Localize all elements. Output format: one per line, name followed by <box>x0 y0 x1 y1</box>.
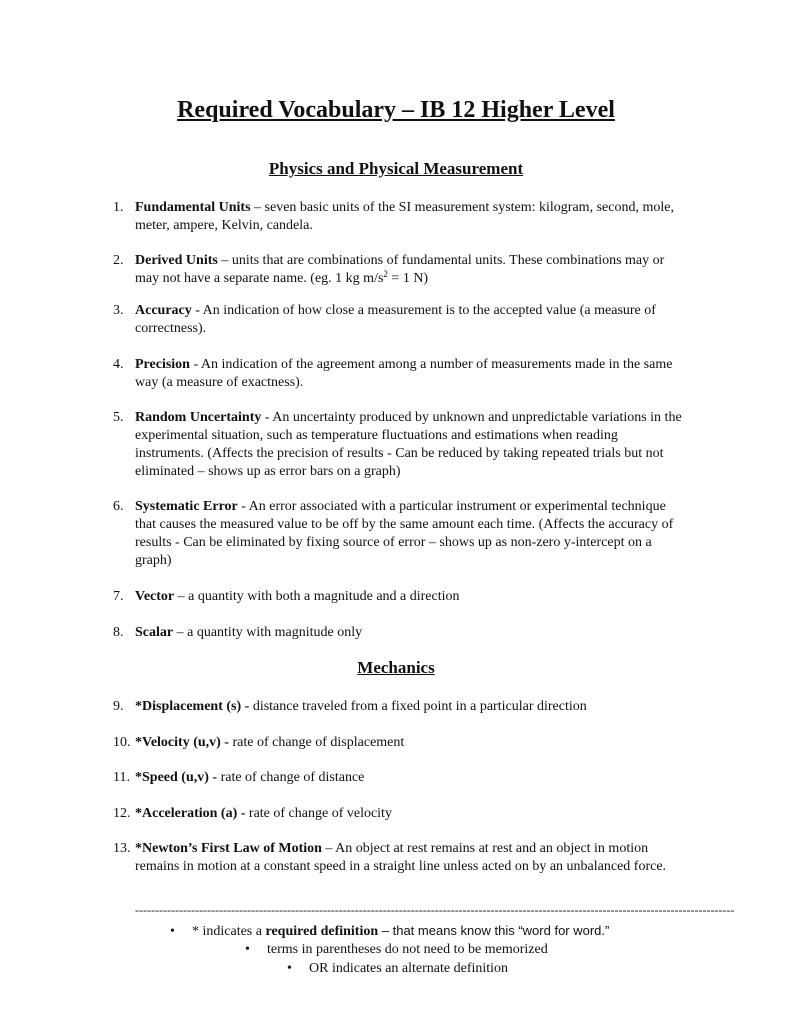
item-definition: rate of change of displacement <box>232 735 405 750</box>
footnote-text: * indicates a <box>192 924 266 939</box>
item-definition: An error associated with a particular instrument or experimental technique that causes the measured value to be off by the same amount each time. (Affects the accuracy of results - Can be eliminated by fixing source of error – shows up as non-zero y-intercept on a graph) <box>135 499 674 568</box>
item-number: 1. <box>113 200 124 215</box>
item-number: 11. <box>113 770 130 785</box>
item-separator: - <box>191 303 203 318</box>
item-term: Systematic Error <box>135 499 238 514</box>
vocab-item <box>113 588 683 606</box>
item-number: 6. <box>113 499 124 514</box>
item-term: Accuracy <box>135 303 192 318</box>
item-term: Vector <box>135 589 175 604</box>
vocab-item <box>113 498 683 570</box>
vocab-item <box>113 624 683 642</box>
item-number: 10. <box>113 735 131 750</box>
vocab-item <box>113 698 683 716</box>
vocab-item <box>113 805 683 823</box>
item-definition: seven basic units of the SI measurement system: kilogram, second, mole, meter, ampere, Kelvin, candela. <box>135 200 674 233</box>
item-number: 8. <box>113 625 124 640</box>
item-separator: - <box>261 410 273 425</box>
item-term: *Speed (u,v) - <box>135 770 218 785</box>
item-number: 13. <box>113 841 131 856</box>
section-heading-physics: Physics and Physical Measurement <box>268 159 524 178</box>
item-definition-end: = 1 N) <box>387 271 429 286</box>
vocab-item <box>113 409 683 481</box>
vocab-item <box>113 199 683 235</box>
item-term: *Velocity (u,v) - <box>135 735 229 750</box>
item-separator: - <box>189 357 201 372</box>
item-superscript: 2 <box>383 269 388 279</box>
vocab-item <box>113 302 683 338</box>
footnote-text: OR indicates an alternate definition <box>309 961 509 976</box>
footnote-text: terms in parentheses do not need to be memorized <box>267 942 548 957</box>
item-number: 12. <box>113 806 131 821</box>
item-number: 4. <box>113 357 124 372</box>
item-separator: – <box>321 841 336 856</box>
bullet-icon: • <box>170 924 175 939</box>
item-definition: distance traveled from a fixed point in a particular direction <box>252 699 587 714</box>
bullet-icon: • <box>245 942 250 957</box>
section-heading-mechanics: Mechanics <box>357 658 435 677</box>
vocab-item <box>113 252 683 288</box>
item-definition: An object at rest remains at rest and an object in motion remains in motion at a constant speed in a straight line unless acted on by an unbalanced force. <box>135 841 667 874</box>
item-definition: An indication of how close a measurement is to the accepted value (a measure of correctness). <box>135 303 656 336</box>
bullet-icon: • <box>287 961 292 976</box>
item-definition: units that are combinations of fundamental units. These combinations may or may not have a separate name. (eg. 1 kg m/s <box>135 253 665 286</box>
item-definition: rate of change of distance <box>220 770 365 785</box>
footnote-text-end: – that means know this “word for word.” <box>378 923 610 938</box>
document-title: Required Vocabulary – IB 12 Higher Level <box>177 97 615 123</box>
item-definition: a quantity with both a magnitude and a direction <box>188 589 460 604</box>
item-number: 3. <box>113 303 124 318</box>
item-term: Derived Units <box>135 253 218 268</box>
item-term: *Displacement (s) - <box>135 699 250 714</box>
item-separator: – <box>217 253 232 268</box>
vocab-item <box>113 734 683 752</box>
item-term: *Newton’s First Law of Motion <box>135 841 322 856</box>
footnote-parentheses <box>245 941 548 959</box>
vocab-item <box>113 769 683 787</box>
item-definition: rate of change of velocity <box>248 806 392 821</box>
item-term: Precision <box>135 357 190 372</box>
item-separator: – <box>250 200 265 215</box>
item-definition: a quantity with magnitude only <box>187 625 363 640</box>
vocab-item <box>113 840 683 876</box>
item-number: 5. <box>113 410 124 425</box>
footnote-emphasis: required definition <box>265 924 379 939</box>
item-term: Scalar <box>135 625 174 640</box>
item-separator: - <box>237 499 249 514</box>
footnote-alternate <box>287 960 508 978</box>
vocab-item <box>113 356 683 392</box>
item-number: 9. <box>113 699 124 714</box>
item-number: 2. <box>113 253 124 268</box>
item-number: 7. <box>113 589 124 604</box>
item-term: Random Uncertainty <box>135 410 262 425</box>
item-term: Fundamental Units <box>135 200 251 215</box>
item-separator: – <box>174 589 189 604</box>
item-definition: An uncertainty produced by unknown and unpredictable variations in the experimental situation, such as temperature fluctuations and estimations when reading instruments. (Affects the precision of results - Can be reduced by taking repeated trials but not eliminated – shows up as error bars on a graph) <box>135 410 682 479</box>
item-definition: An indication of the agreement among a number of measurements made in the same way (a measure of exactness). <box>135 357 673 390</box>
item-term: *Acceleration (a) - <box>135 806 246 821</box>
item-separator: – <box>173 625 188 640</box>
dashed-divider: ------------------------------------------------------------------------------------------------------------------------------------------------------ <box>135 903 735 917</box>
footnote-required-definition <box>170 922 609 941</box>
